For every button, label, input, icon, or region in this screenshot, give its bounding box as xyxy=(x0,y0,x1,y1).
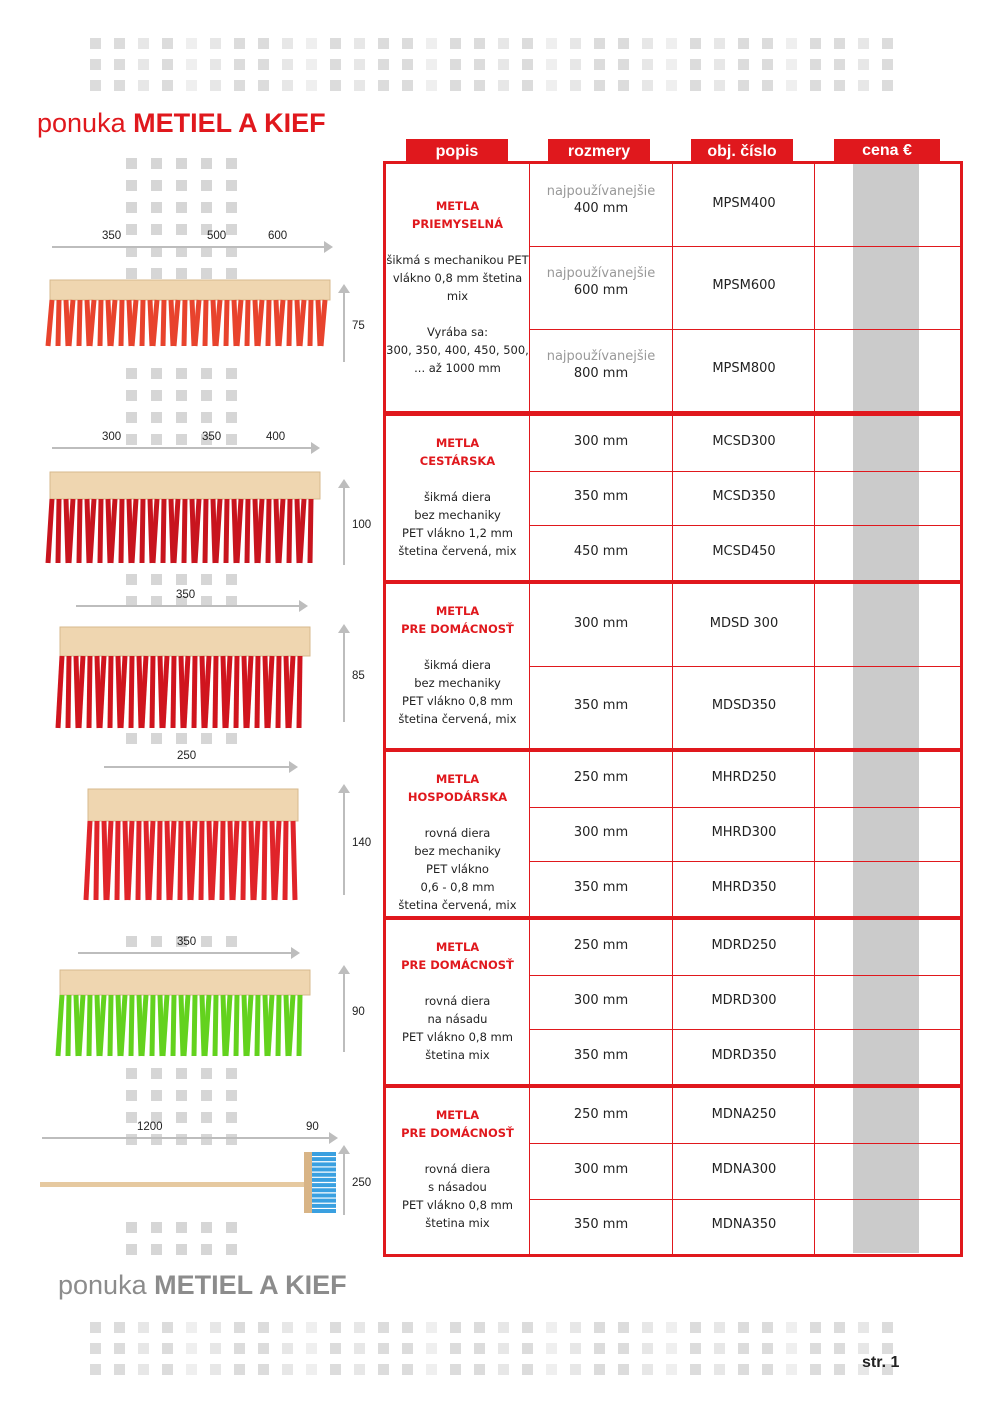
order-code: MDNA250 xyxy=(711,1106,777,1122)
row-divider xyxy=(529,975,960,976)
description-line: šikmá s mechanikou PET xyxy=(386,253,529,267)
width-arrow xyxy=(52,447,312,449)
description-line: PET vlákno xyxy=(426,862,489,876)
dot-strip xyxy=(126,1068,241,1156)
order-code: MDNA350 xyxy=(711,1217,777,1233)
size-cell: 350 mm xyxy=(573,698,629,713)
product-description xyxy=(386,602,529,728)
height-arrow xyxy=(343,487,345,565)
description-line: bez mechaniky xyxy=(414,508,501,522)
size-cell: 300 mm xyxy=(573,616,629,631)
description-line: šikmá diera xyxy=(423,658,492,672)
description-line: bez mechaniky xyxy=(414,676,501,690)
description-line: 300, 350, 400, 450, 500, xyxy=(386,343,529,357)
top-dot-band xyxy=(90,38,910,98)
description-line: PET vlákno 0,8 mm xyxy=(402,1198,513,1212)
row-divider xyxy=(529,861,960,862)
height-arrow xyxy=(343,1153,345,1215)
header-obj-cislo: obj. číslo xyxy=(691,139,793,162)
dot-strip xyxy=(126,1222,241,1266)
product-type: HOSPODÁRSKA xyxy=(407,790,508,804)
order-code: MDSD 300 xyxy=(709,616,779,631)
description-line: mix xyxy=(446,289,469,303)
description-line: ... až 1000 mm xyxy=(414,361,501,375)
order-code: MPSM400 xyxy=(712,196,776,211)
product-description xyxy=(386,197,529,377)
description-line: 0,6 - 0,8 mm xyxy=(420,880,495,894)
order-code: MHRD250 xyxy=(711,770,777,786)
height-label: 250 xyxy=(352,1177,372,1189)
hint-label: najpoužívanejšie xyxy=(546,266,656,282)
order-code: MCSD350 xyxy=(712,489,776,504)
product-name: METLA xyxy=(435,436,480,450)
order-code: MPSM800 xyxy=(712,360,776,376)
size-cell: 350 mm xyxy=(573,1217,629,1233)
row-divider xyxy=(529,1199,960,1200)
product-type: PRE DOMÁCNOSŤ xyxy=(401,1126,514,1140)
product-group xyxy=(383,917,963,1087)
description-line: na násadu xyxy=(427,1012,488,1026)
product-name: METLA xyxy=(435,199,480,213)
size-cell: 300 mm xyxy=(573,434,629,450)
description-line: štetina červená, mix xyxy=(398,898,517,912)
width-arrow xyxy=(52,246,325,248)
broom-image xyxy=(50,625,320,730)
header-popis: popis xyxy=(406,139,508,162)
product-type: CESTÁRSKA xyxy=(419,454,496,468)
width-arrow xyxy=(104,766,290,768)
description-line: štetina mix xyxy=(425,1216,490,1230)
width-label: 350 xyxy=(177,936,197,948)
size-cell: 250 mm xyxy=(573,770,629,786)
height-arrow xyxy=(343,973,345,1052)
product-type: PRE DOMÁCNOSŤ xyxy=(401,622,514,636)
description-line: štetina červená, mix xyxy=(398,712,517,726)
footer-title: ponuka METIEL A KIEF xyxy=(58,1270,347,1300)
height-label: 85 xyxy=(352,670,365,682)
order-code: MDNA300 xyxy=(711,1162,777,1177)
order-code: MPSM600 xyxy=(712,278,776,294)
product-name: METLA xyxy=(435,1108,480,1122)
broom-image xyxy=(40,278,340,348)
description-line: vlákno 0,8 mm štetina xyxy=(392,271,523,285)
hint-label: najpoužívanejšie xyxy=(546,348,656,364)
product-group xyxy=(383,749,963,919)
description-line: PET vlákno 1,2 mm xyxy=(402,526,513,540)
product-group xyxy=(383,1085,963,1257)
order-code: MHRD350 xyxy=(711,879,777,895)
width-label: 350 xyxy=(176,589,196,601)
size-cell: 350 mm xyxy=(573,1047,629,1063)
broom-image xyxy=(50,968,320,1058)
description-line: štetina červená, mix xyxy=(398,544,517,558)
width-label: 250 xyxy=(177,750,197,762)
product-type: PRIEMYSELNÁ xyxy=(411,217,504,231)
width-label: 350 xyxy=(102,230,122,242)
order-code: MDSD350 xyxy=(711,698,777,713)
width-label: 600 xyxy=(268,230,288,242)
broom-image xyxy=(40,1150,340,1215)
width-arrow xyxy=(78,952,292,954)
description-line: PET vlákno 0,8 mm xyxy=(402,694,513,708)
size-cell: 250 mm xyxy=(573,938,629,954)
size-value: 800 mm xyxy=(573,365,629,381)
width-label: 1200 xyxy=(137,1121,163,1133)
product-group xyxy=(383,581,963,751)
size-cell: 300 mm xyxy=(573,1162,629,1177)
size-cell xyxy=(530,349,672,381)
row-divider xyxy=(529,329,960,330)
width-label: 500 xyxy=(207,230,227,242)
size-value: 400 mm xyxy=(573,201,629,216)
product-description xyxy=(386,770,529,914)
row-divider xyxy=(529,246,960,247)
width-label: 400 xyxy=(266,431,286,443)
page-title: ponuka METIEL A KIEF xyxy=(37,108,326,138)
size-cell: 300 mm xyxy=(573,993,629,1008)
product-name: METLA xyxy=(435,604,480,618)
product-description xyxy=(386,1106,529,1232)
order-code: MCSD300 xyxy=(712,434,776,450)
width-label: 300 xyxy=(102,431,122,443)
order-code: MDRD350 xyxy=(711,1047,777,1063)
row-divider xyxy=(529,1143,960,1144)
header-cena: cena € xyxy=(834,139,940,162)
height-label: 90 xyxy=(352,1005,365,1018)
description-line: Vyrába sa: xyxy=(426,325,489,339)
row-divider xyxy=(529,525,960,526)
description-line: bez mechaniky xyxy=(414,844,501,858)
height-label: 75 xyxy=(352,320,365,332)
size-value: 600 mm xyxy=(573,283,629,299)
order-code: MCSD450 xyxy=(712,543,776,559)
row-divider xyxy=(529,471,960,472)
row-divider xyxy=(529,1029,960,1030)
product-description xyxy=(386,938,529,1064)
height-arrow xyxy=(343,792,345,895)
description-line: PET vlákno 0,8 mm xyxy=(402,1030,513,1044)
description-line xyxy=(386,305,529,323)
order-code: MDRD250 xyxy=(711,938,777,954)
page-number: str. 1 xyxy=(862,1354,900,1371)
product-group xyxy=(383,161,963,414)
broom-image xyxy=(40,470,330,565)
size-cell: 350 mm xyxy=(573,489,629,504)
size-cell xyxy=(530,266,672,298)
header-rozmery: rozmery xyxy=(548,139,650,162)
height-label: 100 xyxy=(352,519,372,531)
size-cell: 300 mm xyxy=(573,825,629,840)
product-type: PRE DOMÁCNOSŤ xyxy=(401,958,514,972)
product-name: METLA xyxy=(435,772,480,786)
hint-label: najpoužívanejšie xyxy=(546,184,656,199)
height-label: 140 xyxy=(352,836,372,849)
size-cell: 450 mm xyxy=(573,543,629,559)
width-label: 350 xyxy=(202,431,222,443)
width-arrow xyxy=(42,1137,330,1139)
size-cell: 350 mm xyxy=(573,879,629,895)
height-arrow xyxy=(343,292,345,362)
order-code: MHRD300 xyxy=(711,825,777,840)
broom-image xyxy=(78,787,308,902)
product-name: METLA xyxy=(435,940,480,954)
description-line: rovná diera xyxy=(424,1162,491,1176)
product-group xyxy=(383,413,963,583)
description-line: rovná diera xyxy=(424,826,491,840)
row-divider xyxy=(529,666,960,667)
product-description xyxy=(386,434,529,560)
width-label: 90 xyxy=(306,1121,319,1133)
description-line: štetina mix xyxy=(425,1048,490,1062)
dot-strip xyxy=(126,368,241,456)
row-divider xyxy=(529,807,960,808)
description-line: s násadou xyxy=(428,1180,487,1194)
order-code: MDRD300 xyxy=(711,993,777,1008)
size-cell xyxy=(530,184,672,216)
bottom-dot-band xyxy=(90,1322,910,1382)
width-arrow xyxy=(76,605,300,607)
size-cell: 250 mm xyxy=(573,1106,629,1122)
height-arrow xyxy=(343,632,345,722)
description-line: rovná diera xyxy=(424,994,491,1008)
description-line: šikmá diera xyxy=(423,490,492,504)
